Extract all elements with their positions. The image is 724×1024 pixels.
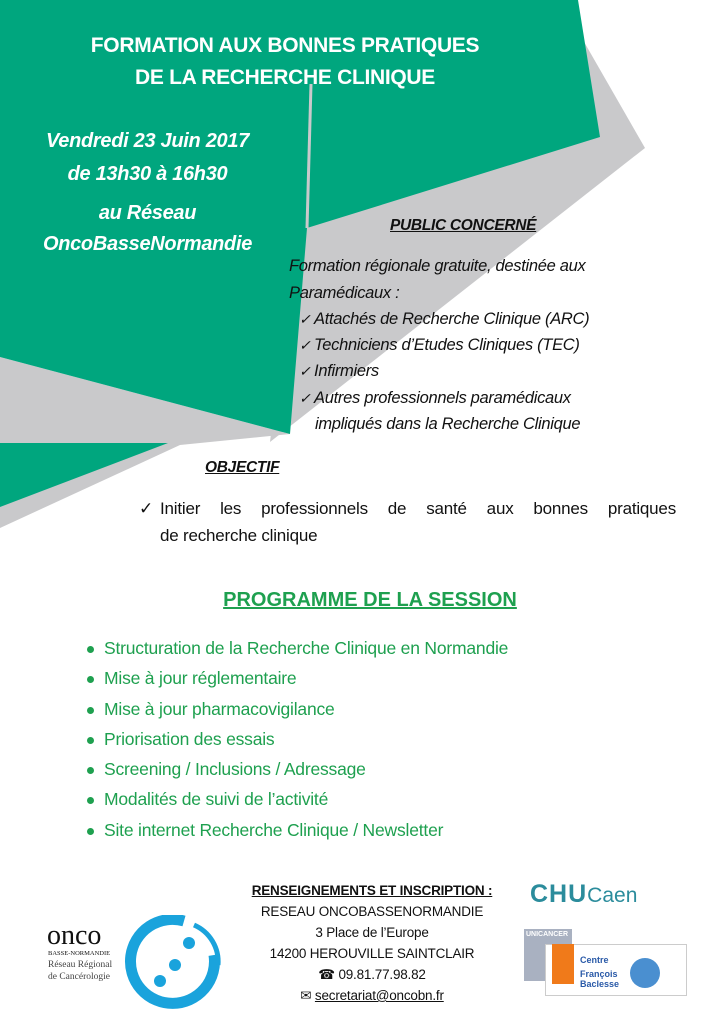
programme-item: Mise à jour réglementaire — [87, 668, 296, 689]
bullet-icon — [87, 737, 94, 744]
title-line-2: DE LA RECHERCHE CLINIQUE — [134, 66, 436, 89]
check-icon: ✓ — [299, 363, 315, 379]
event-time: de 13h30 à 16h30 — [67, 163, 228, 185]
check-icon: ✓ — [299, 311, 315, 327]
public-item: ✓ Infirmiers — [299, 362, 379, 380]
programme-heading: PROGRAMME DE LA SESSION — [223, 589, 517, 611]
programme-item: Priorisation des essais — [87, 729, 274, 750]
programme-item: Structuration de la Recherche Clinique en Normandie — [87, 638, 508, 659]
unicancer-block: UNICANCER — [524, 929, 572, 981]
onco-logo-sub1: BASSE-NORMANDIE — [48, 950, 111, 957]
contact-heading: RENSEIGNEMENTS ET INSCRIPTION : — [251, 883, 493, 898]
bullet-icon — [87, 767, 94, 774]
programme-item: Modalités de suivi de l’activité — [87, 789, 328, 810]
baclesse-orange-mark — [552, 944, 574, 984]
event-place-2: OncoBasseNormandie — [42, 233, 253, 255]
public-intro-2: Paramédicaux : — [289, 284, 400, 302]
bullet-icon — [87, 707, 94, 714]
objectif-line-2: de recherche clinique — [160, 526, 318, 545]
public-item: ✓ Autres professionnels paramédicaux — [299, 389, 571, 407]
bullet-icon — [87, 828, 94, 835]
contact-org: RESEAU ONCOBASSENORMANDIE — [260, 904, 484, 919]
mail-icon: ✉ — [300, 988, 312, 1003]
contact-address-1: 3 Place de l’Europe — [315, 925, 429, 940]
objectif-heading: OBJECTIF — [205, 459, 280, 476]
onco-logo-sub3: de Cancérologie — [48, 972, 110, 982]
onco-logo-icon — [122, 915, 222, 1010]
public-item-continued: impliqués dans la Recherche Clinique — [315, 415, 581, 433]
event-place-1: au Réseau — [98, 202, 197, 224]
title-line-1: FORMATION AUX BONNES PRATIQUES — [90, 34, 480, 57]
contact-email — [230, 988, 514, 1004]
programme-item: Site internet Recherche Clinique / Newsletter — [87, 820, 443, 841]
onco-logo-word: onco — [47, 920, 102, 951]
email-link[interactable]: secretariat@oncobn.fr — [314, 988, 444, 1003]
public-item: ✓ Techniciens d’Etudes Cliniques (TEC) — [299, 336, 580, 354]
public-heading: PUBLIC CONCERNÉ — [390, 217, 537, 234]
bullet-icon — [87, 676, 94, 683]
bullet-icon — [87, 797, 94, 804]
programme-item: Mise à jour pharmacovigilance — [87, 699, 335, 720]
objectif-line-1: Initier les professionnels de santé aux bonnes pratiques — [160, 499, 676, 518]
onco-logo-sub2: Réseau Régional — [48, 960, 113, 970]
check-icon: ✓ — [139, 499, 154, 518]
public-item: ✓ Attachés de Recherche Clinique (ARC) — [299, 310, 590, 328]
baclesse-text: Centre François Baclesse — [580, 955, 620, 989]
public-intro-1: Formation régionale gratuite, destinée aux — [289, 257, 586, 275]
baclesse-globe-icon — [630, 958, 660, 988]
bullet-icon — [87, 646, 94, 653]
contact-phone: ☎ 09.81.77.98.82 — [318, 967, 426, 982]
contact-address-2: 14200 HEROUVILLE SAINTCLAIR — [269, 946, 475, 961]
chu-caen-logo: CHUCaen — [530, 880, 638, 908]
check-icon: ✓ — [299, 390, 315, 406]
check-icon: ✓ — [299, 337, 315, 353]
event-date: Vendredi 23 Juin 2017 — [45, 130, 250, 152]
programme-item: Screening / Inclusions / Adressage — [87, 759, 366, 780]
phone-icon: ☎ — [318, 967, 335, 982]
